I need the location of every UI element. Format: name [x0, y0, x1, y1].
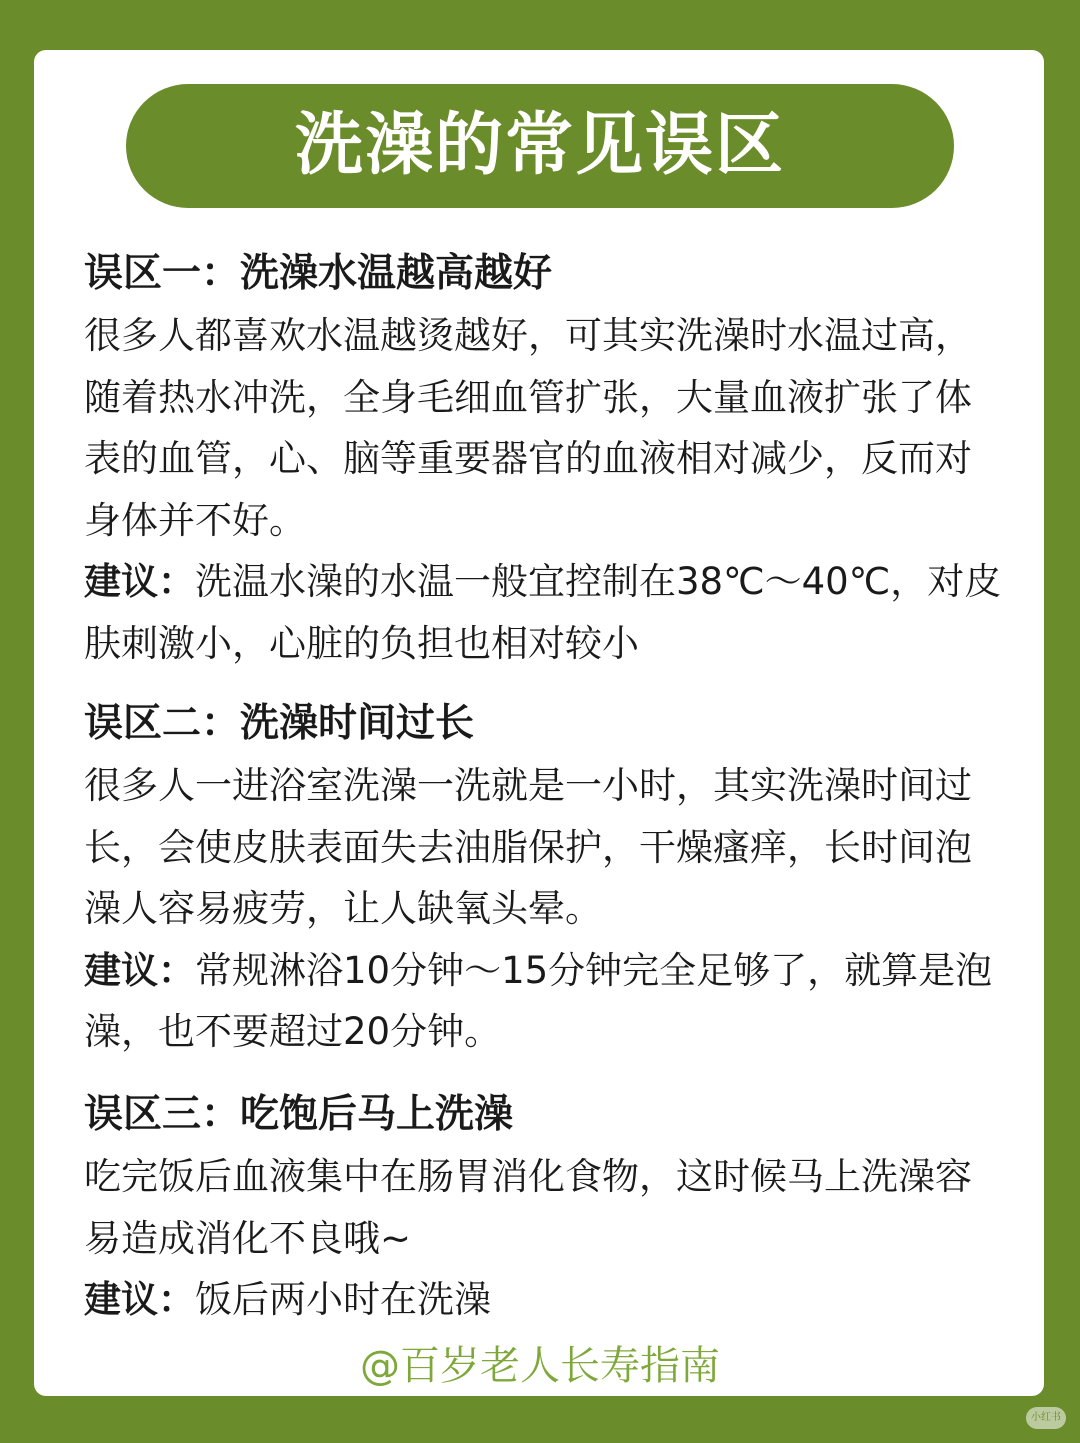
section-myth-1	[84, 243, 1004, 674]
section-body: 很多人一进浴室洗澡一洗就是一小时，其实洗澡时间过长，会使皮肤表面失去油脂保护，干燥瘙痒，长时间泡澡人容易疲劳，让人缺氧头晕。	[84, 764, 972, 930]
section-heading: 误区三：吃饱后马上洗澡	[84, 1092, 514, 1137]
advice-label: 建议：	[84, 948, 195, 992]
section-advice	[84, 551, 1004, 674]
section-advice	[84, 940, 1004, 1063]
page-title: 洗澡的常见误区	[294, 106, 785, 185]
section-body: 吃完饭后血液集中在肠胃消化食物，这时候马上洗澡容易造成消化不良哦~	[84, 1155, 972, 1260]
section-advice	[84, 1269, 1004, 1331]
author-handle: @百岁老人长寿指南	[360, 1343, 720, 1389]
section-myth-3	[84, 1084, 1004, 1331]
watermark-logo: 小红书	[1026, 1407, 1066, 1429]
section-heading: 误区一：洗澡水温越高越好	[84, 251, 553, 296]
advice-text: 常规淋浴10分钟～15分钟完全足够了，就算是泡澡，也不要超过20分钟。	[84, 948, 993, 1053]
advice-text: 洗温水澡的水温一般宜控制在38℃～40℃，对皮肤刺激小，心脏的负担也相对较小	[84, 560, 1002, 665]
advice-text: 饭后两小时在洗澡	[195, 1278, 491, 1321]
advice-label: 建议：	[84, 560, 195, 603]
section-body: 很多人都喜欢水温越烫越好，可其实洗澡时水温过高，随着热水冲洗，全身毛细血管扩张，大量血液扩张了体表的血管，心、脑等重要器官的血液相对减少，反而对身体并不好。	[84, 314, 972, 542]
section-heading: 误区二：洗澡时间过长	[84, 701, 475, 746]
advice-label: 建议：	[84, 1278, 195, 1321]
title-banner	[126, 84, 954, 208]
section-myth-2	[84, 693, 1004, 1063]
